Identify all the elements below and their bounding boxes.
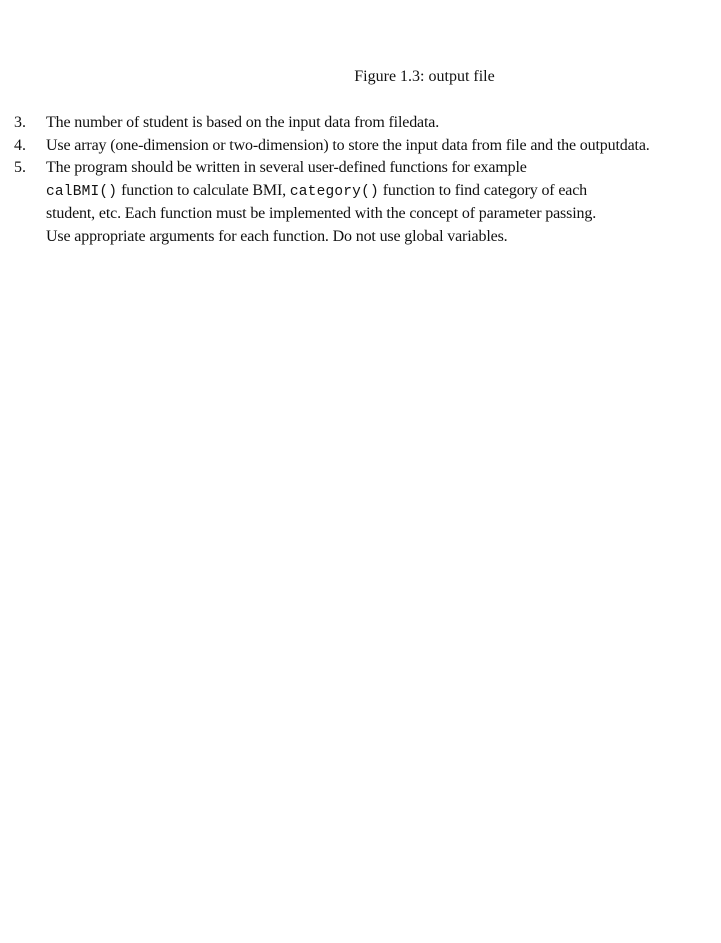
list-item-number: 5. — [14, 159, 26, 176]
list-item-3 — [0, 112, 721, 135]
code-calbmi: calBMI() — [46, 183, 118, 200]
list-item-text-line-3: student, etc. Each function must be implemented with the concept of parameter passing. — [46, 205, 597, 222]
list-item-4 — [0, 135, 721, 158]
text-segment: function to find category of each — [378, 181, 588, 199]
text-segment: function to calculate BMI, — [117, 181, 290, 199]
list-item-number: 3. — [14, 114, 26, 131]
list-item-text: The number of student is based on the input data from filedata. — [46, 114, 440, 131]
list-item-text-line-1: The program should be written in several user-defined functions for example — [46, 159, 527, 176]
list-item-5 — [0, 157, 721, 248]
list-item-text: Use array (one-dimension or two-dimension) to store the input data from file and the outputdata. — [46, 136, 650, 154]
code-category: category() — [289, 183, 379, 200]
requirements-list — [0, 112, 721, 248]
list-item-text-line-4: Use appropriate arguments for each function. Do not use global variables. — [46, 227, 508, 245]
figure-caption: Figure 1.3: output file — [354, 68, 495, 85]
list-item-number: 4. — [14, 136, 26, 154]
list-item-text-line-2 — [46, 180, 721, 204]
